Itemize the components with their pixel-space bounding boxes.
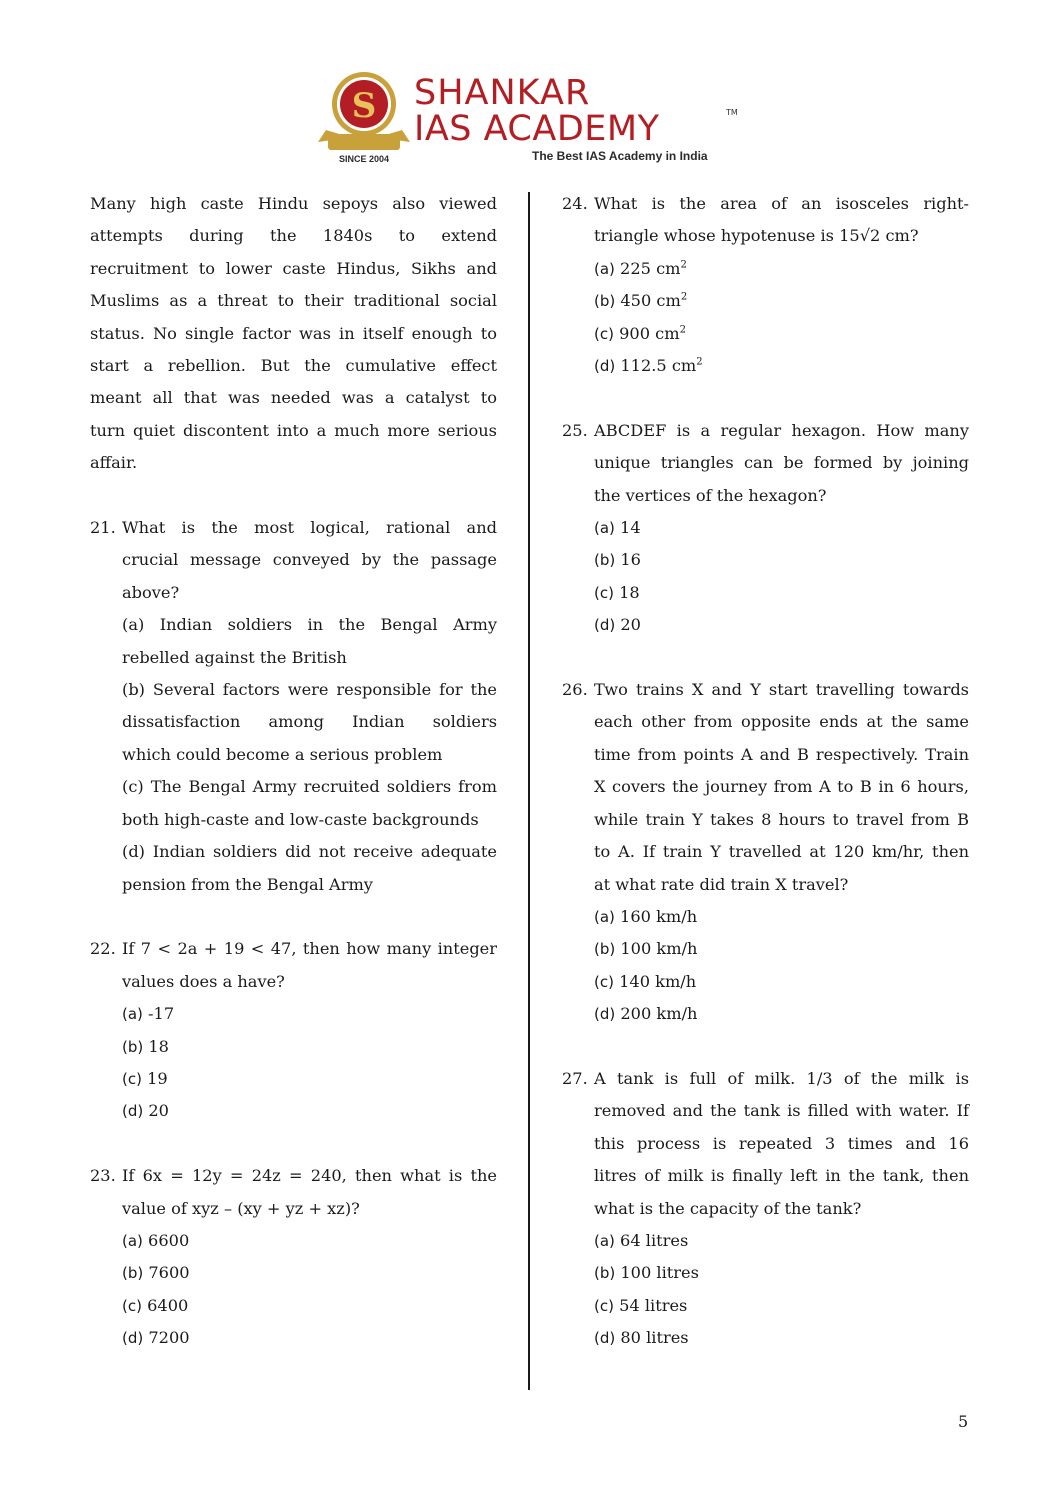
left-column [90,188,497,1355]
option-b: (b) 450 $cm^2$ [594,291,688,311]
question-number: 21. [90,518,116,538]
option-c: (c) 140 km/h [594,971,697,991]
academy-emblem-icon [318,68,410,164]
trademark-mark: TM [726,108,738,117]
option-c: (c) 18 [594,582,640,602]
option-d: (d) 7200 [122,1328,190,1348]
option-d: (d) Indian soldiers did not receive adequate pension from the Bengal Army [122,842,497,894]
option-b: (b) Several factors were responsible for the dissatisfaction among Indian soldiers which could become a serious problem [122,680,497,764]
question-number: 24. [562,194,588,213]
question-22: 22. If 7 < 2a + 19 < 47, then how many integer values does a have? (a) -17 (b) 18 (c) 19 (d) 20 [90,933,497,1127]
question-21: 21. What is the most logical, rational and crucial message conveyed by the passage above? (a) Indian soldiers in the Bengal Army rebelled against the British (b) Several factors were responsible for the dissatisfaction among Indian soldiers which could become a serious problem (c) The Bengal Army recruited soldiers from both high-caste and low-caste backgrounds (d) Indian soldiers did not receive adequate pension from the Bengal Army [90,512,497,901]
option-c: (c) The Bengal Army recruited soldiers from both high-caste and low-caste backgrounds [122,777,497,829]
page-number: 5 [958,1412,969,1431]
option-a: (a) 64 litres [594,1230,689,1250]
question-number: 22. [90,939,116,959]
question-number: 26. [562,680,588,700]
svg-text:S: S [351,86,377,126]
option-d: (d) 200 km/h [594,1004,698,1024]
option-b: (b) 16 [594,550,641,570]
option-d: (d) 112.5 $cm^2$ [594,356,703,376]
question-25: 25. ABCDEF is a regular hexagon. How many unique triangles can be formed by joining the vertices of the hexagon? (a) 14 (b) 16 (c) 18 (d) 20 [562,415,969,642]
option-b: (b) 100 km/h [594,939,698,959]
passage: Many high caste Hindu sepoys also viewed attempts during the 1840s to extend recruitment to lower caste Hindus, Sikhs and Muslims as a threat to their traditional social status. No single factor was in itself enough to start a rebellion. But the cumulative effect meant all that was needed was a catalyst to turn quiet discontent into a much more serious affair. [90,194,497,473]
svg-text:SINCE 2004: SINCE 2004 [338,154,390,164]
option-a: (a) -17 [122,1004,175,1024]
tagline: The Best IAS Academy in India [532,149,708,163]
question-27: 27. A tank is full of milk. 1/3 of the milk is removed and the tank is filled with water. If this process is repeated 3 times and 16 litres of milk is finally left in the tank, then what is the capacity of the tank? (a) 64 litres (b) 100 litres (c) 54 litres (d) 80 litres [562,1063,969,1355]
header [318,68,748,168]
option-a: (a) Indian soldiers in the Bengal Army rebelled against the British [122,615,497,667]
right-column [562,188,969,1355]
option-c: (c) 54 litres [594,1295,688,1315]
option-a: (a) 225 $cm^2$ [594,258,687,278]
option-d: (d) 20 [594,615,641,635]
option-b: (b) 7600 [122,1263,190,1283]
option-c: (c) 6400 [122,1295,189,1315]
question-26: 26. Two trains X and Y start travelling towards each other from opposite ends at the same time from points A and B respectively. Train X covers the journey from A to B in 6 hours, while train Y takes 8 hours to travel from B to A. If train Y travelled at 120 km/hr, then at what rate did train X travel? (a) 160 km/h (b) 100 km/h (c) 140 km/h (d) 200 km/h [562,674,969,1030]
option-b: (b) 18 [122,1036,169,1056]
question-number: 25. [562,420,588,440]
column-divider [528,192,530,1390]
option-c: (c) 900 $cm^2$ [594,323,686,343]
option-b: (b) 100 litres [594,1263,699,1283]
option-a: (a) 14 [594,518,641,538]
question-24: 24. What is the area of an isosceles right- triangle whose hypotenuse is 15√2 cm? (a) 225 $cm^2$ (b) 450 $cm^2$ (c) 900 $cm^2$ (d) 112.5 $cm^2$ [562,188,969,382]
question-number: 23. [90,1166,116,1186]
brand-name-line1: SHANKAR [414,73,591,113]
option-c: (c) 19 [122,1068,168,1088]
option-d: (d) 80 litres [594,1328,689,1348]
option-a: (a) 160 km/h [594,906,698,926]
option-a: (a) 6600 [122,1230,190,1250]
question-23: 23. If 6x = 12y = 24z = 240, then what is the value of xyz – (xy + yz + xz)? (a) 6600 (b) 7600 (c) 6400 (d) 7200 [90,1160,497,1354]
question-number: 27. [562,1068,588,1088]
option-d: (d) 20 [122,1101,169,1121]
brand-name-line2: IAS ACADEMY [414,109,660,149]
